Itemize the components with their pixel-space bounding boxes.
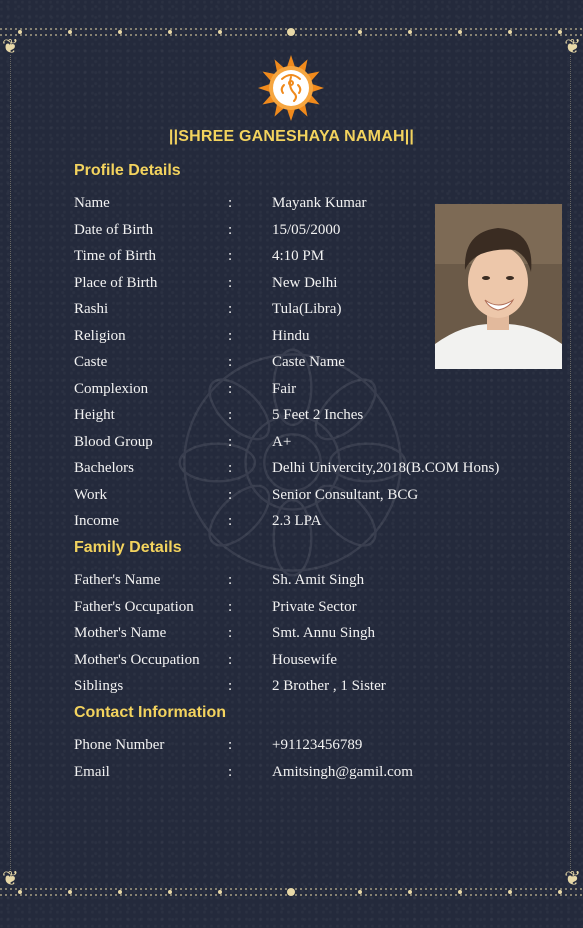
field-separator: : — [228, 195, 233, 211]
field-label: Father's Name — [74, 572, 161, 588]
field-separator: : — [228, 407, 233, 423]
field-label: Bachelors — [74, 460, 134, 476]
field-separator: : — [228, 678, 233, 694]
field-label: Siblings — [74, 678, 124, 694]
field-value: Caste Name — [272, 354, 345, 370]
profile-row — [74, 222, 544, 242]
field-value: 5 Feet 2 Inches — [272, 407, 364, 423]
field-label: Income — [74, 513, 119, 529]
field-value: 2.3 LPA — [272, 513, 322, 529]
field-label: Email — [74, 763, 110, 780]
field-value: Private Sector — [272, 598, 357, 615]
field-separator: : — [228, 248, 233, 264]
field-label: Time of Birth — [74, 248, 156, 264]
field-label: Caste — [74, 354, 108, 370]
right-border-line — [570, 55, 573, 870]
profile-row — [74, 381, 544, 401]
field-value: Fair — [272, 380, 297, 397]
field-value: Delhi Univercity,2018(B.COM Hons) — [272, 460, 500, 476]
field-value: Hindu — [272, 327, 310, 344]
field-value: 15/05/2000 — [272, 221, 341, 238]
family-details-heading: Family Details — [74, 539, 182, 556]
family-row — [74, 678, 544, 698]
contact-information-heading: Contact Information — [74, 704, 226, 721]
family-row — [74, 572, 544, 592]
ganesha-emblem-icon — [258, 55, 324, 121]
contact-row — [74, 764, 544, 784]
contact-row — [74, 737, 544, 757]
bottom-border-ornament — [0, 885, 583, 899]
field-value: 4:10 PM — [272, 248, 325, 264]
field-separator: : — [228, 221, 233, 238]
floral-corner-icon: ❦ — [2, 868, 19, 890]
field-separator: : — [228, 433, 233, 450]
field-separator: : — [228, 486, 233, 503]
field-value: Housewife — [272, 651, 337, 668]
profile-details-heading: Profile Details — [74, 162, 181, 179]
field-separator: : — [228, 354, 233, 370]
field-separator: : — [228, 460, 233, 476]
field-label: Rashi — [74, 301, 109, 317]
profile-row — [74, 407, 544, 427]
floral-corner-icon: ❦ — [564, 868, 581, 890]
floral-corner-icon: ❦ — [564, 36, 581, 58]
top-border-ornament — [0, 25, 583, 39]
field-label: Complexion — [74, 380, 149, 397]
field-label: Work — [74, 486, 107, 503]
field-label: Date of Birth — [74, 221, 154, 238]
floral-corner-icon: ❦ — [2, 36, 19, 58]
field-separator: : — [228, 598, 233, 615]
field-value: Smt. Annu Singh — [272, 625, 375, 641]
field-value: Mayank Kumar — [272, 195, 367, 211]
field-value: Senior Consultant, BCG — [272, 486, 419, 503]
profile-row — [74, 275, 544, 295]
field-value: +91123456789 — [272, 737, 363, 753]
profile-row — [74, 354, 544, 374]
field-label: Phone Number — [74, 737, 165, 753]
field-label: Religion — [74, 327, 126, 344]
field-separator: : — [228, 380, 233, 397]
field-label: Place of Birth — [74, 274, 158, 291]
left-border-line — [10, 55, 13, 870]
profile-row — [74, 513, 544, 533]
family-row — [74, 652, 544, 672]
field-label: Mother's Occupation — [74, 651, 200, 668]
profile-row — [74, 487, 544, 507]
field-value: New Delhi — [272, 274, 338, 291]
page-title: ||SHREE GANESHAYA NAMAH|| — [168, 128, 415, 145]
family-row — [74, 599, 544, 619]
field-separator: : — [228, 572, 233, 588]
field-separator: : — [228, 651, 233, 668]
profile-row — [74, 195, 544, 215]
field-label: Father's Occupation — [74, 598, 194, 615]
family-row — [74, 625, 544, 645]
field-value: A+ — [272, 433, 292, 450]
field-separator: : — [228, 301, 233, 317]
field-separator: : — [228, 327, 233, 344]
profile-row — [74, 434, 544, 454]
field-label: Mother's Name — [74, 625, 167, 641]
field-value: Amitsingh@gamil.com — [272, 763, 413, 780]
profile-row — [74, 328, 544, 348]
field-separator: : — [228, 625, 233, 641]
field-value: Sh. Amit Singh — [272, 572, 365, 588]
profile-row — [74, 301, 544, 321]
profile-row — [74, 248, 544, 268]
field-separator: : — [228, 737, 233, 753]
field-value: Tula(Libra) — [272, 301, 342, 317]
field-label: Name — [74, 195, 110, 211]
profile-row — [74, 460, 544, 480]
field-label: Height — [74, 407, 115, 423]
field-separator: : — [228, 274, 233, 291]
field-value: 2 Brother , 1 Sister — [272, 678, 386, 694]
field-separator: : — [228, 763, 233, 780]
field-separator: : — [228, 513, 233, 529]
field-label: Blood Group — [74, 433, 153, 450]
